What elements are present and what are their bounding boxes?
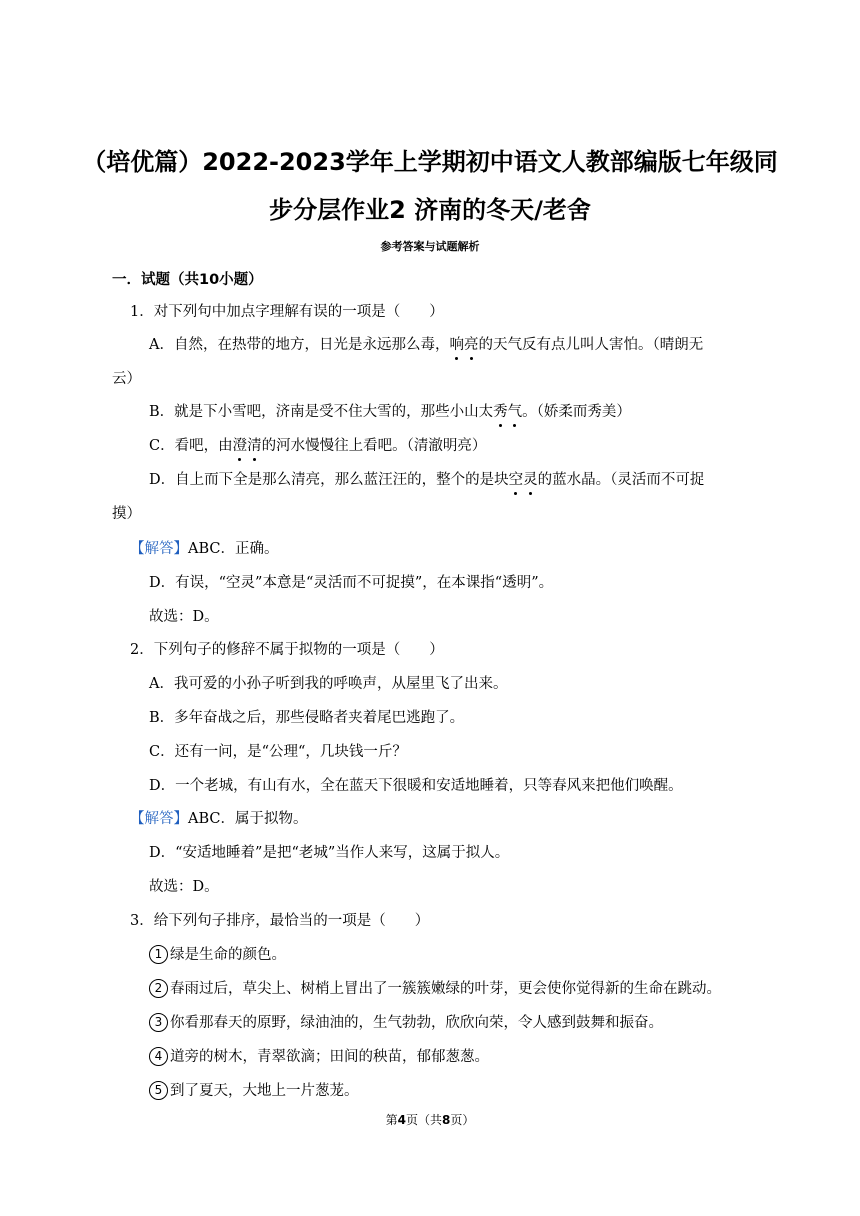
q2-option-c: C．还有一问，是“公理“，几块钱一斤？ [149,744,407,760]
circled-number: 2 [149,979,168,998]
q2-option-d: D．一个老城，有山有水，全在蓝天下很暖和安适地睡着，只等春风来把他们唤醒。 [149,778,683,794]
answer-tag: 【解答】 [130,811,188,827]
q1-answer: 【解答】ABC．正确。 [130,541,279,557]
q2-explanation: D．“安适地睡着”是把“老城”当作人来写，这属于拟人。 [149,845,510,861]
doc-subtitle: 参考答案与试题解析 [380,240,480,253]
emphasis-char: 气 [507,404,523,420]
q1-option-d: D．自上而下全是那么清亮，那么蓝汪汪的，整个的是块空灵的蓝水晶。（灵活而不可捉 [149,472,705,488]
q3-item: 2 春雨过后，草尖上、树梢上冒出了一簇簇嫩绿的叶芽，更会使你觉得新的生命在跳动。 [149,979,721,999]
q2-choice: 故选：D。 [149,879,219,895]
doc-title-line1: （培优篇）2022-2023学年上学期初中语文人教部编版七年级同 [82,148,778,176]
q1-stem: 1．对下列句中加点字理解有误的一项是（ ） [130,304,444,320]
circled-number: 1 [149,945,168,964]
q1-option-a: A．自然，在热带的地方，日光是永远那么毒，响亮的天气反有点儿叫人害怕。（晴朗无 [149,337,704,353]
q1-explanation: D．有误，“空灵”本意是“灵活而不可捉摸”，在本课指“透明”。 [149,575,554,591]
circled-number: 3 [149,1013,168,1032]
emphasis-char: 响 [449,337,464,353]
q1-option-c: C．看吧，由澄清的河水慢慢往上看吧。（清澈明亮） [149,438,487,454]
q3-item: 1 绿是生命的颜色。 [149,945,286,965]
q1-option-a-cont: 云） [112,371,141,387]
section-heading: 一．试题（共10小题） [112,272,263,288]
q3-item: 5 到了夏天，大地上一片葱茏。 [149,1081,359,1101]
page-footer: 第4页（共8页） [385,1113,475,1127]
q2-option-b: B．多年奋战之后，那些侵略者夹着尾巴逃跑了。 [149,710,465,726]
circled-number: 5 [149,1081,168,1100]
circled-number: 4 [149,1047,168,1066]
emphasis-char: 空 [508,472,524,488]
q1-option-d-cont: 摸） [112,506,141,522]
q3-item: 4 道旁的树木，青翠欲滴；田间的秧苗，郁郁葱葱。 [149,1047,489,1067]
q2-answer: 【解答】ABC．属于拟物。 [130,811,308,827]
emphasis-char: 灵 [523,472,538,488]
answer-tag: 【解答】 [130,541,188,557]
q2-stem: 2．下列句子的修辞不属于拟物的一项是（ ） [130,642,444,658]
emphasis-char: 秀 [493,404,508,420]
q1-option-b: B．就是下小雪吧，济南是受不住大雪的，那些小山太秀气。（娇柔而秀美） [149,404,631,420]
emphasis-char: 澄 [232,438,248,454]
emphasis-char: 亮 [463,337,479,353]
q1-choice: 故选：D。 [149,609,219,625]
emphasis-char: 清 [247,438,262,454]
doc-title-line2: 步分层作业2 济南的冬天/老舍 [269,196,591,224]
q3-item: 3 你看那春天的原野，绿油油的，生气勃勃，欣欣向荣，令人感到鼓舞和振奋。 [149,1013,663,1033]
q3-stem: 3．给下列句子排序，最恰当的一项是（ ） [130,913,430,929]
q2-option-a: A．我可爱的小孙子听到我的呼唤声，从屋里飞了出来。 [149,676,508,692]
